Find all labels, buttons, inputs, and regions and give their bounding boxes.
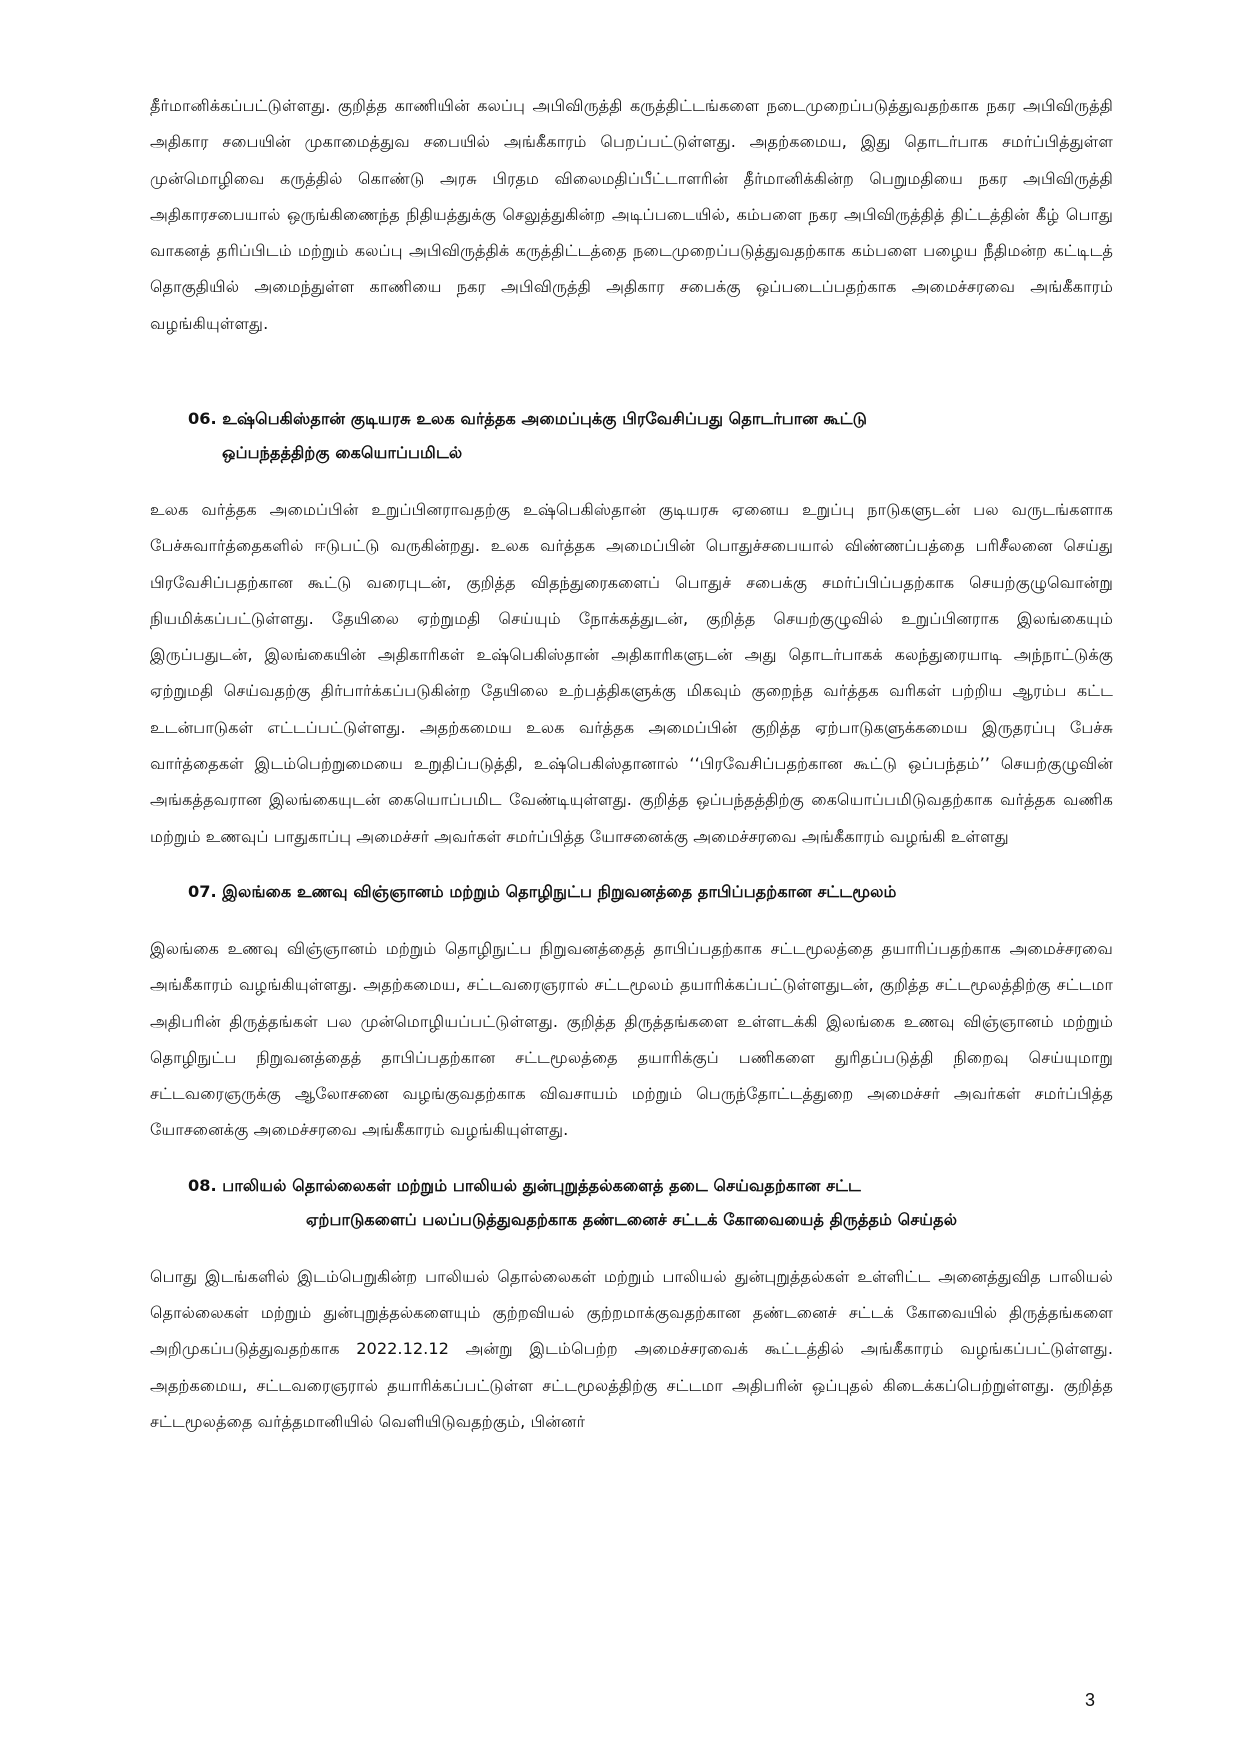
- paragraph-continuation: தீர்மானிக்கப்பட்டுள்ளது. குறித்த காணியின் கலப்பு அபிவிருத்தி கருத்திட்டங்களை நடைமுறைப்படுத்துவதற்காக நகர அபிவிருத்தி அதிகார சபையின் முகாமைத்துவ சபையில் அங்கீகாரம் பெறப்பட்டுள்ளது. அதற்கமைய, இது தொடர்பாக சமர்ப்பித்துள்ள முன்மொழிவை கருத்தில் கொண்டு அரசு பிரதம விலைமதிப்பீட்டாளரின் தீர்மானிக்கின்ற பெறுமதியை நகர அபிவிருத்தி அதிகாரசபையால் ஒருங்கிணைந்த நிதியத்துக்கு செலுத்துகின்ற அடிப்படையில், கம்பளை நகர அபிவிருத்தித் திட்டத்தின் கீழ் பொது வாகனத் தரிப்பிடம் மற்றும் கலப்பு அபிவிருத்திக் கருத்திட்டத்தை நடைமுறைப்படுத்துவதற்காக கம்பளை பழைய நீதிமன்ற கட்டிடத் தொகுதியில் அமைந்துள்ள காணியை நகர அபிவிருத்தி அதிகார சபைக்கு ஒப்படைப்பதற்காக அமைச்சரவை அங்கீகாரம் வழங்கியுள்ளது.: [150, 96, 1113, 333]
- paragraph-section-08: பொது இடங்களில் இடம்பெறுகின்ற பாலியல் தொல்லைகள் மற்றும் பாலியல் துன்புறுத்தல்கள் உள்ளிட்ட அனைத்துவித பாலியல் தொல்லைகள் மற்றும் துன்புறுத்தல்களையும் குற்றவியல் குற்றமாக்குவதற்கான தண்டனைச் சட்டக் கோவையில் திருத்தங்களை அறிமுகப்படுத்துவதற்காக 2022.12.12 அன்று இடம்பெற்ற அமைச்சரவைக் கூட்டத்தில் அங்கீகாரம் வழங்கப்பட்டுள்ளது. அதற்கமைய, சட்டவரைஞரால் தயாரிக்கப்பட்டுள்ள சட்டமூலத்திற்கு சட்டமா அதிபரின் ஒப்புதல் கிடைக்கப்பெற்றுள்ளது. குறித்த சட்டமூலத்தை வர்த்தமானியில் வெளியிடுவதற்கும், பின்னர்: [150, 1266, 1113, 1431]
- section-heading-08: [150, 1169, 1113, 1237]
- heading-06-line2: ஒப்பந்தத்திற்கு கையொப்பமிடல்: [222, 443, 463, 462]
- heading-08-line1: 08. பாலியல் தொல்லைகள் மற்றும் பாலியல் துன்புறுத்தல்களைத் தடை செய்வதற்கான சட்ட: [188, 1175, 861, 1195]
- heading-08-line2: ஏற்பாடுகளைப் பலப்படுத்துவதற்காக தண்டனைச் சட்டக் கோவையைத் திருத்தம் செய்தல்: [305, 1209, 958, 1229]
- paragraph-section-07: இலங்கை உணவு விஞ்ஞானம் மற்றும் தொழிநுட்ப நிறுவனத்தைத் தாபிப்பதற்காக சட்டமூலத்தை தயாரிப்பதற்காக அமைச்சரவை அங்கீகாரம் வழங்கியுள்ளது. அதற்கமைய, சட்டவரைஞரால் சட்டமூலம் தயாரிக்கப்பட்டுள்ளதுடன், குறித்த சட்டமூலத்திற்கு சட்டமா அதிபரின் திருத்தங்கள் பல முன்மொழியப்பட்டுள்ளது. குறித்த திருத்தங்களை உள்ளடக்கி இலங்கை உணவு விஞ்ஞானம் மற்றும் தொழிநுட்ப நிறுவனத்தைத் தாபிப்பதற்கான சட்டமூலத்தை தயாரிக்குப் பணிகளை துரிதப்படுத்தி நிறைவு செய்யுமாறு சட்டவரைஞருக்கு ஆலோசனை வழங்குவதற்காக விவசாயம் மற்றும் பெருந்தோட்டத்துறை அமைச்சர் அவர்கள் சமர்ப்பித்த யோசனைக்கு அமைச்சரவை அங்கீகாரம் வழங்கியுள்ளது.: [150, 938, 1113, 1140]
- section-heading-06: [150, 402, 1113, 470]
- section-heading-07: 07. இலங்கை உணவு விஞ்ஞானம் மற்றும் தொழிநுட்ப நிறுவனத்தை தாபிப்பதற்கான சட்டமூலம்: [188, 881, 897, 901]
- heading-06-line1: 06. உஷ்பெகிஸ்தான் குடியரசு உலக வர்த்தக அமைப்புக்கு பிரவேசிப்பது தொடர்பான கூட்டு: [188, 409, 868, 428]
- page-number: 3: [1085, 1690, 1096, 1710]
- paragraph-section-06: உலக வர்த்தக அமைப்பின் உறுப்பினராவதற்கு உஷ்பெகிஸ்தான் குடியரசு ஏனைய உறுப்பு நாடுகளுடன் பல வருடங்களாக பேச்சுவார்த்தைகளில் ஈடுபட்டு வருகின்றது. உலக வர்த்தக அமைப்பின் பொதுச்சபையால் விண்ணப்பத்தை பரிசீலனை செய்து பிரவேசிப்பதற்கான கூட்டு வரைபுடன், குறித்த விதந்துரைகளைப் பொதுச் சபைக்கு சமர்ப்பிப்பதற்காக செயற்குழுவொன்று நியமிக்கப்பட்டுள்ளது. தேயிலை ஏற்றுமதி செய்யும் நோக்கத்துடன், குறித்த செயற்குழுவில் உறுப்பினராக இலங்கையும் இருப்பதுடன், இலங்கையின் அதிகாரிகள் உஷ்பெகிஸ்தான் அதிகாரிகளுடன் அது தொடர்பாகக் கலந்துரையாடி அந்நாட்டுக்கு ஏற்றுமதி செய்வதற்கு திர்பார்க்கப்படுகின்ற தேயிலை உற்பத்திகளுக்கு மிகவும் குறைந்த வர்த்தக வரிகள் பற்றிய ஆரம்ப கட்ட உடன்பாடுகள் எட்டப்பட்டுள்ளது. அதற்கமைய உலக வர்த்தக அமைப்பின் குறித்த ஏற்பாடுகளுக்கமைய இருதரப்பு பேச்சு வார்த்தைகள் இடம்பெற்றுமையை உறுதிப்படுத்தி, உஷ்பெகிஸ்தானால் ‘‘பிரவேசிப்பதற்கான கூட்டு ஒப்பந்தம்’’ செயற்குழுவின் அங்கத்தவரான இலங்கையுடன் கையொப்பமிட வேண்டியுள்ளது. குறித்த ஒப்பந்தத்திற்கு கையொப்பமிடுவதற்காக வர்த்தக வணிக மற்றும் உணவுப் பாதுகாப்பு அமைச்சர் அவர்கள் சமர்ப்பித்த யோசனைக்கு அமைச்சரவை அங்கீகாரம் வழங்கி உள்ளது: [150, 500, 1113, 846]
